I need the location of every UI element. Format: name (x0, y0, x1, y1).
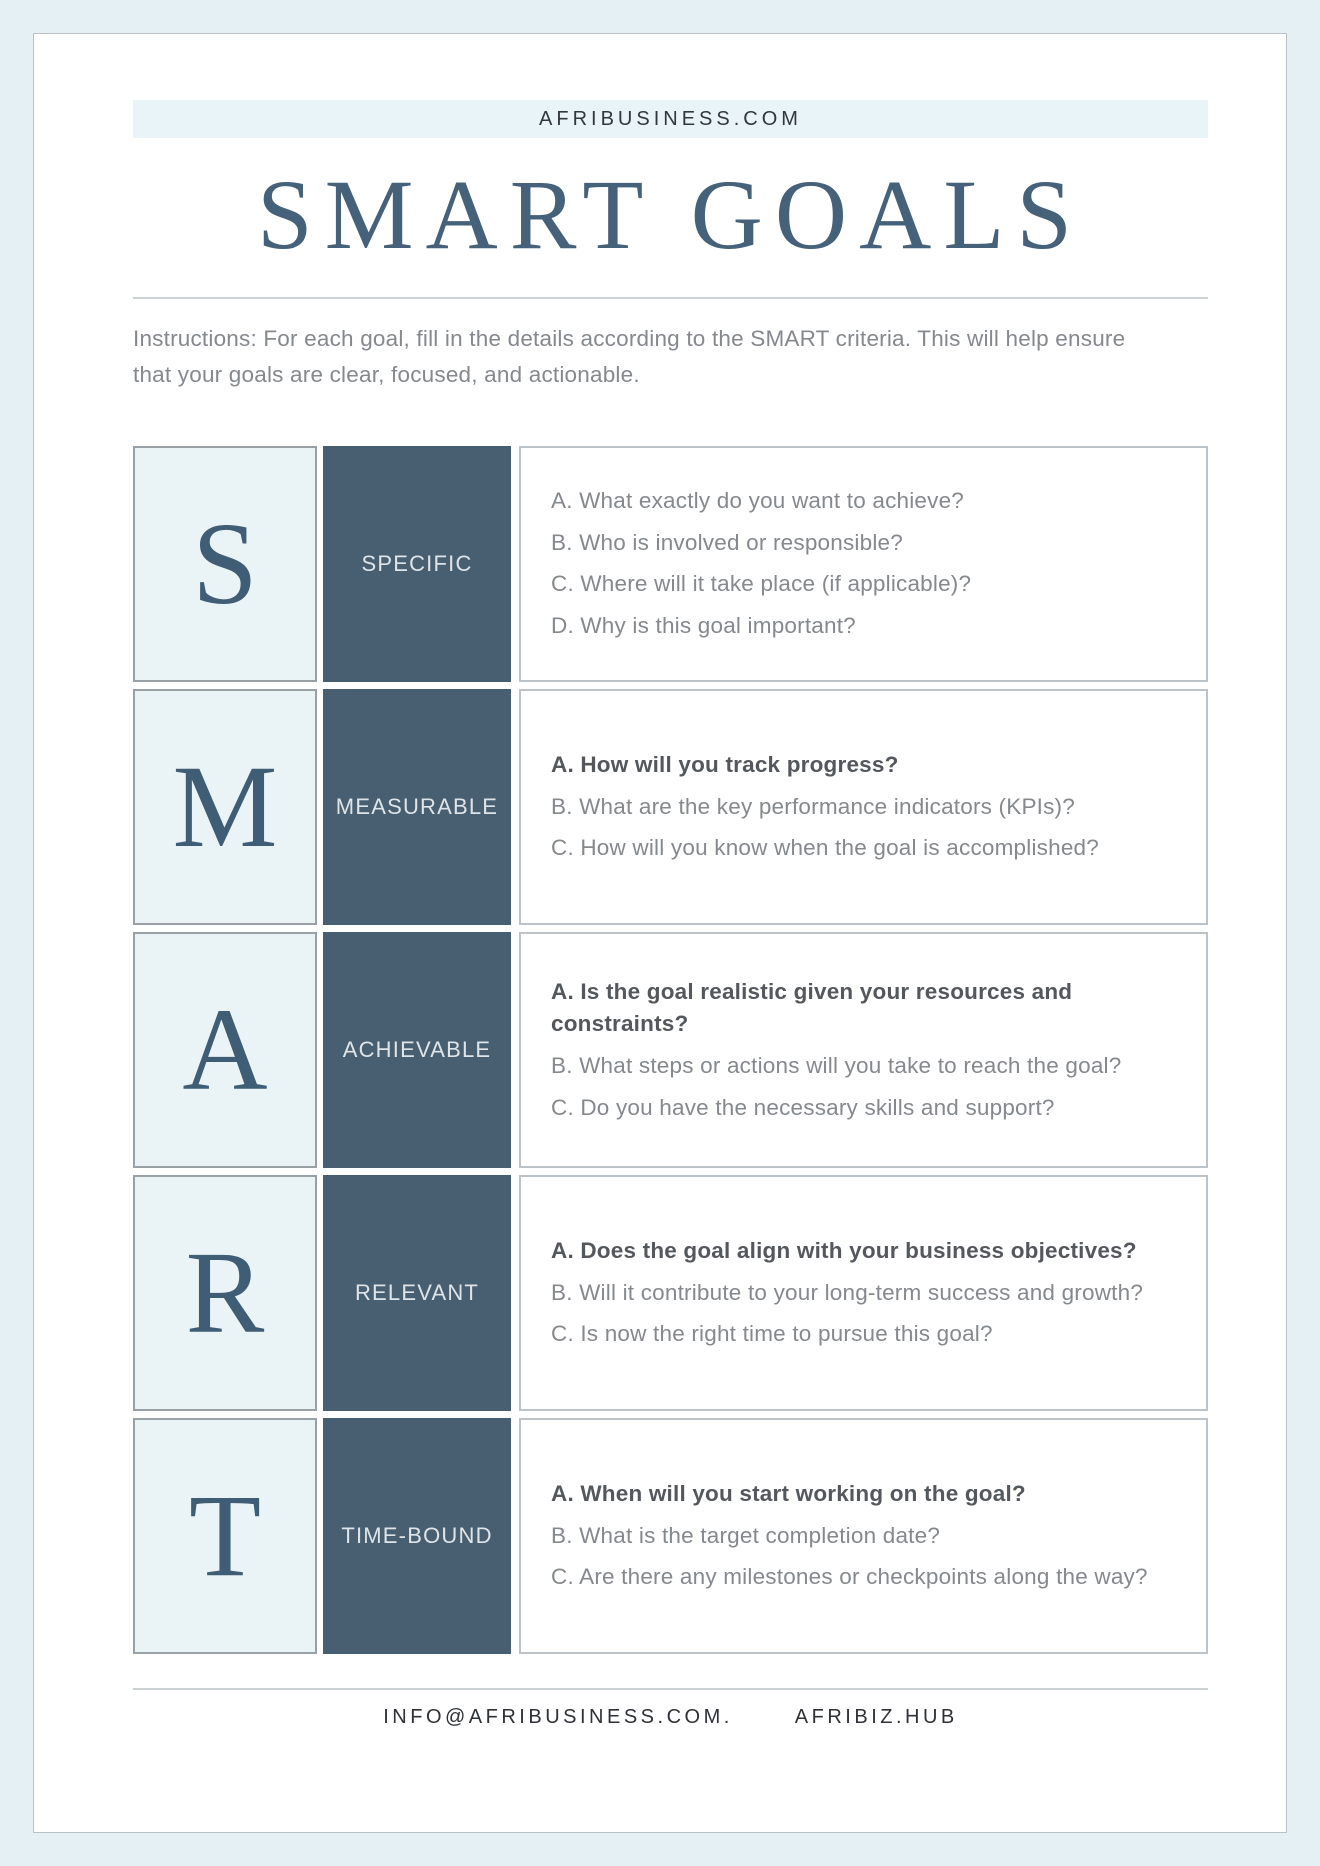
letter-cell (133, 1175, 317, 1411)
site-banner (133, 100, 1208, 138)
header-divider (133, 297, 1208, 299)
question-line: C. Are there any milestones or checkpoints along the way? (551, 1564, 1148, 1590)
label-text: ACHIEVABLE (342, 1036, 492, 1062)
questions-cell (519, 1175, 1208, 1411)
letter-glyph: A (182, 983, 268, 1115)
worksheet-page (33, 33, 1287, 1833)
questions-cell (519, 932, 1208, 1168)
instructions-text: Instructions: For each goal, fill in the details according to the SMART criteria. This will help ensure that your goals are clear, focused, and actionable. (133, 326, 1126, 388)
label-text: MEASURABLE (335, 793, 499, 819)
letter-glyph: S (192, 497, 258, 629)
question-line: B. What steps or actions will you take to reach the goal? (551, 1052, 1122, 1078)
label-text: TIME-BOUND (341, 1522, 493, 1548)
questions-cell (519, 689, 1208, 925)
label-cell (323, 689, 511, 925)
label-cell (323, 446, 511, 682)
page-footer (133, 1688, 1208, 1729)
question-line: D. Why is this goal important? (551, 613, 856, 638)
questions-cell (519, 446, 1208, 682)
label-cell (323, 932, 511, 1168)
footer-contacts (133, 1706, 1208, 1729)
question-line: B. Who is involved or responsible? (551, 529, 903, 555)
page-title: SMART GOALS (256, 159, 1085, 270)
question-line: B. What are the key performance indicators (KPIs)? (551, 793, 1075, 819)
table-row-time-bound (133, 1418, 1208, 1654)
question-line: C. Where will it take place (if applicable)? (551, 571, 972, 597)
label-cell (323, 1175, 511, 1411)
question-line: A. When will you start working on the goal? (551, 1480, 1026, 1506)
letter-glyph: M (172, 740, 278, 872)
table-row-specific (133, 446, 1208, 682)
footer-divider (133, 1688, 1208, 1690)
label-cell (323, 1418, 511, 1654)
label-text: SPECIFIC (361, 550, 473, 576)
question-line: A. What exactly do you want to achieve? (551, 488, 965, 514)
footer-email: INFO@AFRIBUSINESS.COM. (383, 1705, 733, 1728)
question-line: B. What is the target completion date? (551, 1522, 941, 1548)
question-line: A. Is the goal realistic given your resources and constraints? (551, 978, 1073, 1037)
table-row-achievable (133, 932, 1208, 1168)
letter-cell (133, 446, 317, 682)
question-line: C. How will you know when the goal is accomplished? (551, 835, 1099, 861)
questions-cell (519, 1418, 1208, 1654)
letter-cell (133, 689, 317, 925)
site-name: AFRIBUSINESS.COM (539, 107, 802, 130)
question-line: A. How will you track progress? (551, 751, 899, 777)
question-line: B. Will it contribute to your long-term success and growth? (551, 1279, 1144, 1305)
footer-handle: AFRIBIZ.HUB (794, 1705, 958, 1728)
letter-cell (133, 932, 317, 1168)
table-row-relevant (133, 1175, 1208, 1411)
letter-glyph: T (188, 1469, 262, 1601)
question-line: C. Is now the right time to pursue this goal? (551, 1321, 993, 1347)
label-text: RELEVANT (354, 1279, 480, 1305)
letter-glyph: R (185, 1226, 265, 1358)
letter-cell (133, 1418, 317, 1654)
question-line: C. Do you have the necessary skills and support? (551, 1094, 1055, 1120)
table-row-measurable (133, 689, 1208, 925)
question-line: A. Does the goal align with your business objectives? (551, 1237, 1137, 1263)
smart-table (133, 446, 1208, 1654)
